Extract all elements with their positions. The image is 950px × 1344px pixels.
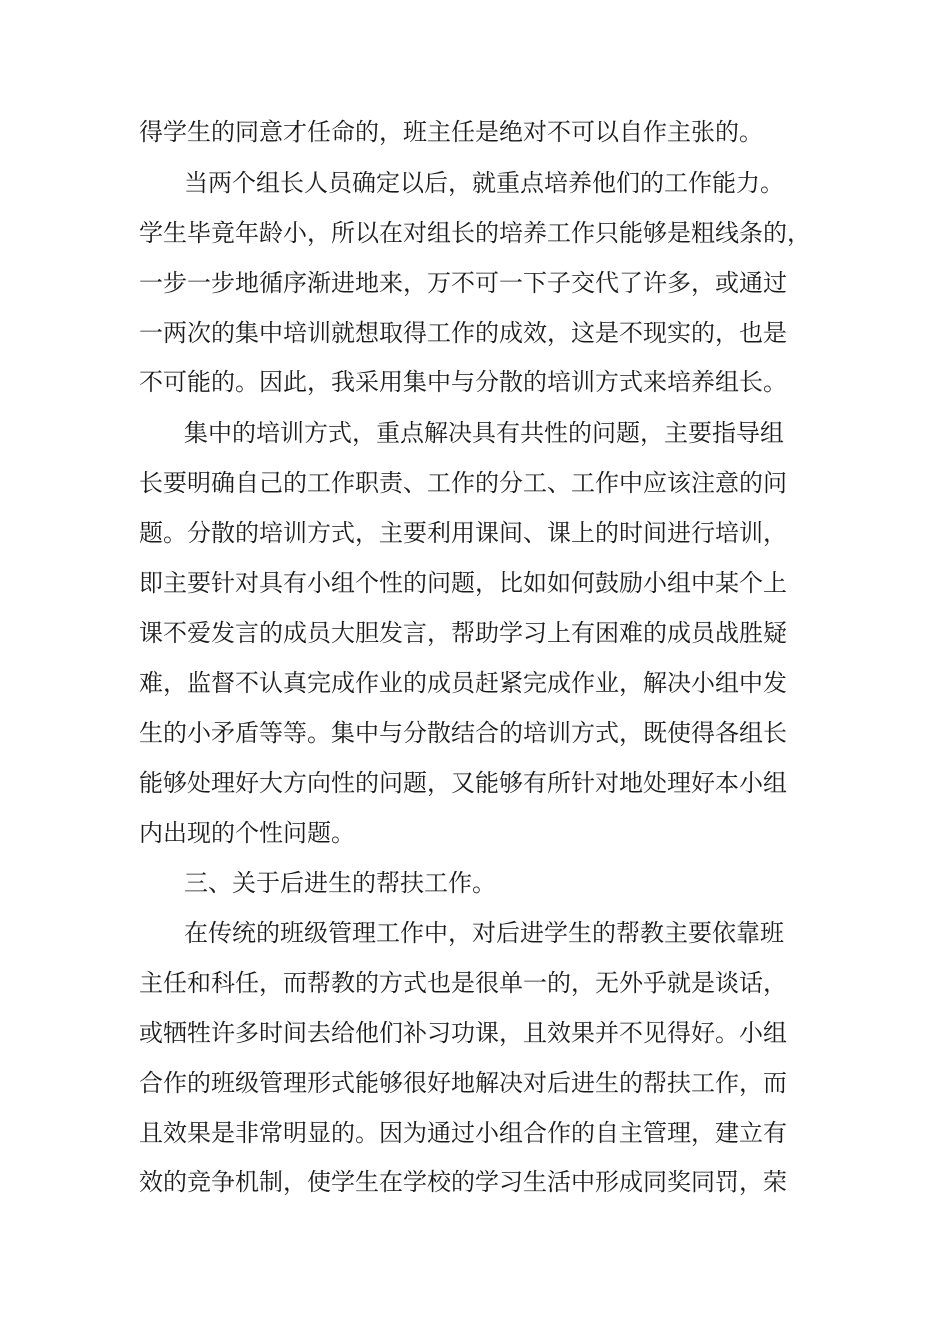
text-line: 得学生的同意才任命的，班主任是绝对不可以自作主张的。 (139, 118, 763, 146)
text-line: 在传统的班级管理工作中，对后进学生的帮教主要依靠班 (184, 919, 784, 947)
text-line: 一两次的集中培训就想取得工作的成效，这是不现实的，也是 (139, 319, 787, 347)
text-line: 或牺牲许多时间去给他们补习功课，且效果并不见得好。小组 (139, 1019, 787, 1047)
text-line: 不可能的。因此，我采用集中与分散的培训方式来培养组长。 (139, 368, 787, 396)
text-line: 且效果是非常明显的。因为通过小组合作的自主管理，建立有 (139, 1119, 787, 1147)
section-heading: 三、关于后进生的帮扶工作。 (184, 869, 496, 897)
text-line: 集中的培训方式，重点解决具有共性的问题，主要指导组 (184, 419, 784, 447)
text-line: 一步一步地循序渐进地来，万不可一下子交代了许多，或通过 (139, 269, 787, 297)
text-line: 学生毕竟年龄小，所以在对组长的培养工作只能够是粗线条的， (139, 219, 811, 247)
text-line: 能够处理好大方向性的问题，又能够有所针对地处理好本小组 (139, 769, 787, 797)
text-line: 当两个组长人员确定以后，就重点培养他们的工作能力。 (184, 169, 784, 197)
text-line: 题。分散的培训方式，主要利用课间、课上的时间进行培训， (139, 519, 787, 547)
text-line: 合作的班级管理形式能够很好地解决对后进生的帮扶工作，而 (139, 1069, 787, 1097)
text-line: 即主要针对具有小组个性的问题，比如如何鼓励小组中某个上 (139, 569, 787, 597)
text-line: 课不爱发言的成员大胆发言，帮助学习上有困难的成员战胜疑 (139, 619, 787, 647)
text-line: 长要明确自己的工作职责、工作的分工、工作中应该注意的问 (139, 469, 787, 497)
text-line: 难，监督不认真完成作业的成员赶紧完成作业，解决小组中发 (139, 669, 787, 697)
text-line: 主任和科任，而帮教的方式也是很单一的，无外乎就是谈话， (139, 969, 787, 997)
text-line: 效的竞争机制，使学生在学校的学习生活中形成同奖同罚，荣 (139, 1168, 787, 1196)
text-line: 生的小矛盾等等。集中与分散结合的培训方式，既使得各组长 (139, 719, 787, 747)
text-line: 内出现的个性问题。 (139, 819, 355, 847)
